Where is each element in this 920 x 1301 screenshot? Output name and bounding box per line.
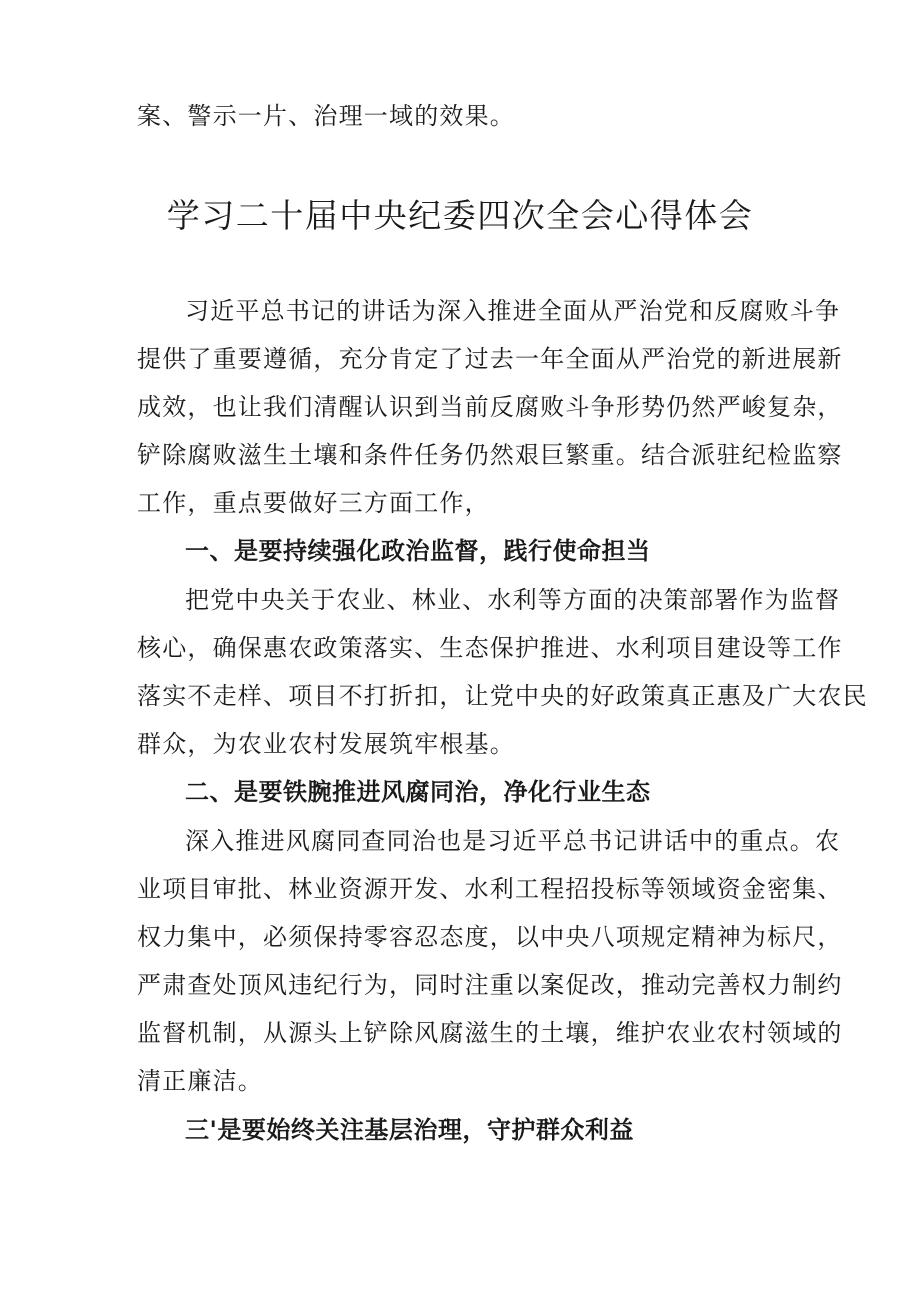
section-2-line-2: 业项目审批、林业资源开发、水利工程招投标等领域资金密集、 (137, 875, 843, 903)
carryover-text: 案、警示一片、治理一域的效果。 (137, 102, 515, 130)
section-3-heading: 三'是要始终关注基层治理，守护群众利益 (185, 1116, 634, 1144)
section-2-line-6: 清正廉洁。 (137, 1067, 263, 1095)
intro-line-1: 习近平总书记的讲话为深入推进全面从严治党和反腐败斗争 (185, 297, 841, 325)
intro-line-2: 提供了重要遵循，充分肯定了过去一年全面从严治党的新进展新 (137, 345, 843, 373)
section-1-heading: 一、是要持续强化政治监督，践行使命担当 (185, 537, 651, 565)
section-2-heading: 二、是要铁腕推进风腐同治，净化行业生态 (185, 778, 651, 806)
section-2-line-5: 监督机制，从源头上铲除风腐滋生的土壤，维护农业农村领域的 (137, 1019, 843, 1047)
section-1-line-1: 把党中央关于农业、林业、水利等方面的决策部署作为监督 (185, 586, 841, 614)
intro-line-3: 成效，也让我们清醒认识到当前反腐败斗争形势仍然严峻复杂， (137, 393, 843, 421)
page-title: 学习二十届中央纪委四次全会心得体会 (166, 196, 754, 235)
intro-line-4: 铲除腐败滋生土壤和条件任务仍然艰巨繁重。结合派驻纪检监察 (137, 441, 843, 469)
section-2-line-4: 严肃查处顶风违纪行为，同时注重以案促改，推动完善权力制约 (137, 971, 843, 999)
section-1-line-3: 落实不走样、项目不打折扣，让党中央的好政策真正惠及广大农民 (137, 682, 868, 710)
section-1-line-2: 核心，确保惠农政策落实、生态保护推进、水利项目建设等工作 (137, 634, 843, 662)
section-1-line-4: 群众，为农业农村发展筑牢根基。 (137, 730, 515, 758)
section-2-line-1: 深入推进风腐同查同治也是习近平总书记讲话中的重点。农 (185, 827, 841, 855)
section-2-line-3: 权力集中，必须保持零容忍态度，以中央八项规定精神为标尺， (137, 923, 843, 951)
intro-line-5: 工作，重点要做好三方面工作， (137, 489, 490, 517)
